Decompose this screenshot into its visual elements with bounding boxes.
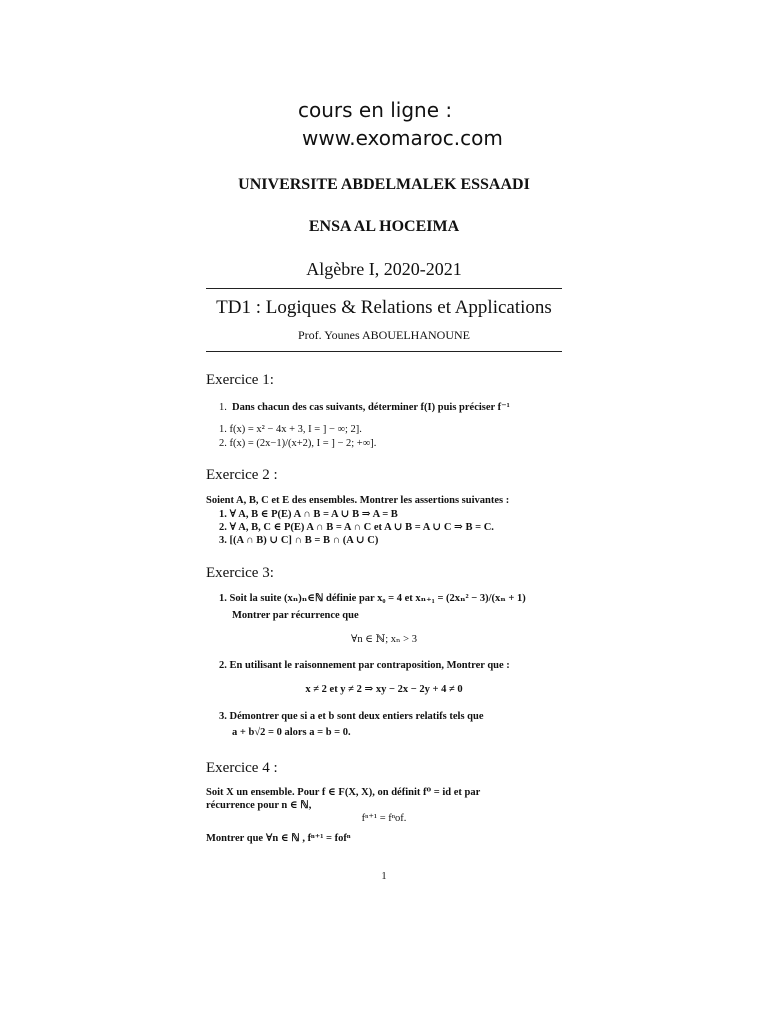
page-number: 1 xyxy=(381,871,387,882)
exercise1-q1-text: Dans chacun des cas suivants, déterminer f(I) puis préciser f⁻¹ xyxy=(232,402,510,413)
exercise4-line3: Montrer que ∀n ∈ ℕ , fⁿ⁺¹ = fofⁿ xyxy=(206,833,351,844)
exercise2-item2: 2. ∀ A, B, C ∈ P(E) A ∩ B = A ∩ C et A ∪ B = A ∪ C ⇒ B = C. xyxy=(219,522,494,533)
td-title: TD1 : Logiques & Relations et Applications xyxy=(216,297,552,318)
exercise1-q1-number: 1. xyxy=(219,402,227,413)
professor-name: Prof. Younes ABOUELHANOUNE xyxy=(297,328,470,342)
exercise3-formula1: ∀n ∈ ℕ; xₙ > 3 xyxy=(351,634,417,645)
exercise1-case2: 2. f(x) = (2x−1)/(x+2), I = ] − 2; +∞]. xyxy=(219,438,377,449)
exercise2-item3: 3. [(A ∩ B) ∪ C] ∩ B = B ∩ (A ∪ C) xyxy=(219,535,379,546)
bottom-rule xyxy=(206,351,562,352)
university-name: UNIVERSITE ABDELMALEK ESSAADI xyxy=(238,176,530,193)
course-title: Algèbre I, 2020-2021 xyxy=(306,259,462,279)
exercise3-q1-line1: 1. Soit la suite (xₙ)ₙ∈ℕ définie par x₀ = 4 et xₙ₊₁ = (2xₙ² − 3)/(xₙ + 1) xyxy=(219,593,526,604)
school-name: ENSA AL HOCEIMA xyxy=(308,218,460,235)
exercise4-title: Exercice 4 : xyxy=(206,760,278,776)
exercise2-title: Exercice 2 : xyxy=(206,467,278,483)
exercise4-formula: fⁿ⁺¹ = fⁿof. xyxy=(361,813,407,824)
exercise4-line1: Soit X un ensemble. Pour f ∈ F(X, X), on définit f⁰ = id et par xyxy=(206,787,481,798)
watermark-line2: www.exomaroc.com xyxy=(302,126,503,150)
exercise2-intro: Soient A, B, C et E des ensembles. Montrer les assertions suivantes : xyxy=(206,495,510,506)
exercise1-title: Exercice 1: xyxy=(206,372,274,388)
exercise3-q3-line2: a + b√2 = 0 alors a = b = 0. xyxy=(232,727,351,738)
top-rule xyxy=(206,288,562,289)
exercise3-title: Exercice 3: xyxy=(206,565,274,581)
exercise3-formula2: x ≠ 2 et y ≠ 2 ⇒ xy − 2x − 2y + 4 ≠ 0 xyxy=(305,684,463,695)
exercise2-item1: 1. ∀ A, B ∈ P(E) A ∩ B = A ∪ B ⇒ A = B xyxy=(219,509,398,520)
exercise1-case1: 1. f(x) = x² − 4x + 3, I = ] − ∞; 2]. xyxy=(219,424,362,435)
exercise3-q1-line2: Montrer par récurrence que xyxy=(232,610,359,621)
exercise4-line2: récurrence pour n ∈ ℕ, xyxy=(206,800,312,811)
exercise3-q2: 2. En utilisant le raisonnement par contraposition, Montrer que : xyxy=(219,660,510,671)
watermark-line1: cours en ligne : xyxy=(298,98,453,122)
exercise3-q3-line1: 3. Démontrer que si a et b sont deux entiers relatifs tels que xyxy=(219,711,484,722)
